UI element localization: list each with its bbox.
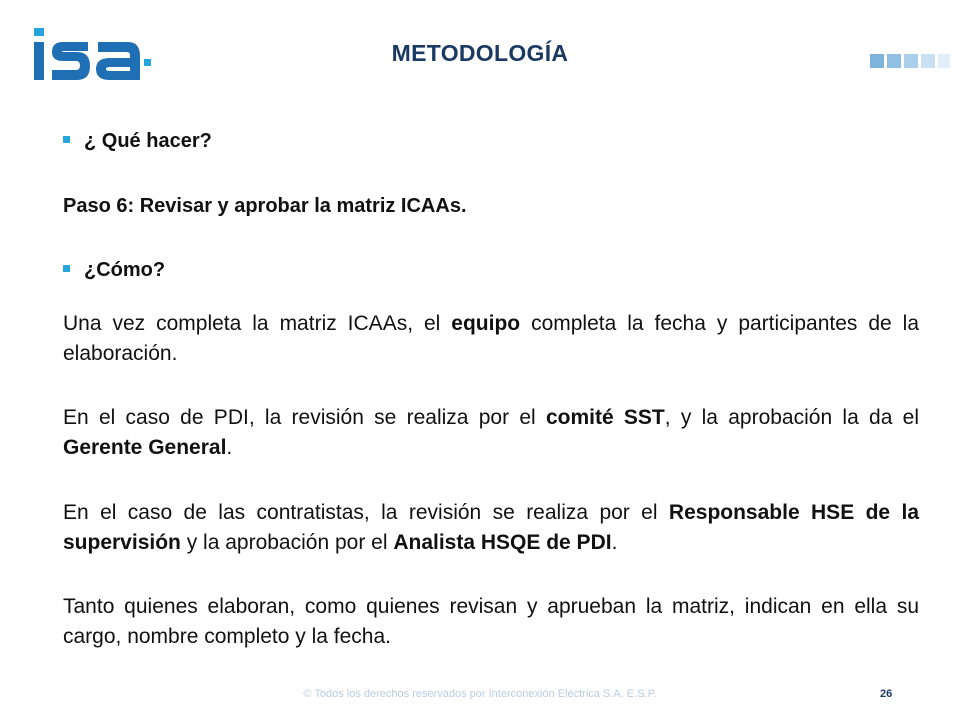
decorative-squares-icon bbox=[870, 54, 950, 68]
bullet-que-hacer bbox=[63, 130, 212, 153]
text-run: En el caso de las contratistas, la revisión se realiza por el bbox=[63, 501, 669, 524]
step-heading: Paso 6: Revisar y aprobar la matriz ICAAs. bbox=[63, 195, 467, 217]
text-run: , y la aprobación la da el bbox=[664, 406, 919, 429]
bullet-como bbox=[63, 259, 165, 282]
bold-run: Gerente General bbox=[63, 436, 227, 459]
page-title: METODOLOGÍA bbox=[391, 40, 569, 66]
text-run: Una vez completa la matriz ICAAs, el bbox=[63, 312, 452, 335]
bullet-square-icon bbox=[63, 265, 70, 272]
bold-run: Analista HSQE de PDI bbox=[393, 531, 612, 554]
text-run: En el caso de PDI, la revisión se realiza por el bbox=[63, 406, 546, 429]
text-run: completa la fecha y participantes de la elaboración. bbox=[63, 312, 919, 365]
text-run: . bbox=[226, 436, 233, 459]
text-run: . bbox=[611, 531, 618, 554]
paragraph-1 bbox=[63, 309, 919, 369]
bullet-square-icon bbox=[63, 136, 70, 143]
bold-run: equipo bbox=[451, 312, 521, 335]
paragraph-3 bbox=[63, 498, 919, 558]
footer-copyright: © Todos los derechos reservados por Interconexión Eléctrica S.A. E.S.P. bbox=[303, 688, 657, 700]
bullet-text: ¿Cómo? bbox=[84, 259, 166, 281]
text-run: y la aprobación por el bbox=[180, 531, 394, 554]
bullet-text: ¿ Qué hacer? bbox=[84, 130, 212, 152]
paragraph-2 bbox=[63, 403, 919, 463]
bold-run: Responsable HSE de la supervisión bbox=[63, 501, 919, 554]
paragraph-4: Tanto quienes elaboran, como quienes revisan y aprueban la matriz, indican en ella su cargo, nombre completo y la fecha. bbox=[63, 595, 919, 648]
bold-run: comité SST bbox=[545, 406, 665, 429]
page-number: 26 bbox=[880, 688, 893, 700]
